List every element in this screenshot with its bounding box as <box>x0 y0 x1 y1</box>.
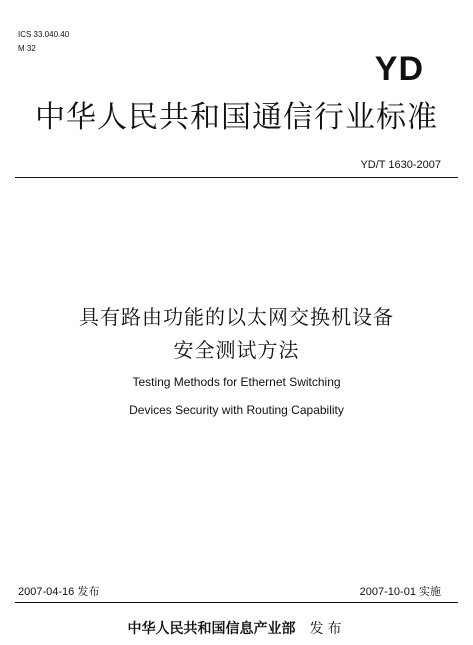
english-title-line-2: Devices Security with Routing Capability <box>129 403 344 417</box>
publisher-release: 发布 <box>309 621 346 637</box>
bottom-divider <box>15 602 458 603</box>
standard-number: YD/T 1630-2007 <box>360 159 441 171</box>
ccs-code: M 32 <box>18 44 36 53</box>
chinese-title-line-2: 安全测试方法 <box>173 338 300 362</box>
implementation-date: 2007-10-01 实施 <box>359 586 441 598</box>
publisher-line <box>0 620 473 638</box>
ics-code: ICS 33.040.40 <box>18 30 70 39</box>
standard-category-title: 中华人民共和国通信行业标准 <box>35 100 438 135</box>
top-divider <box>15 177 458 178</box>
english-title-line-1: Testing Methods for Ethernet Switching <box>132 375 341 389</box>
publisher-ministry: 中华人民共和国信息产业部 <box>127 621 296 637</box>
chinese-title-line-1: 具有路由功能的以太网交换机设备 <box>79 305 394 329</box>
yd-logo: YD <box>374 50 424 88</box>
issue-date: 2007-04-16 发布 <box>18 586 100 598</box>
